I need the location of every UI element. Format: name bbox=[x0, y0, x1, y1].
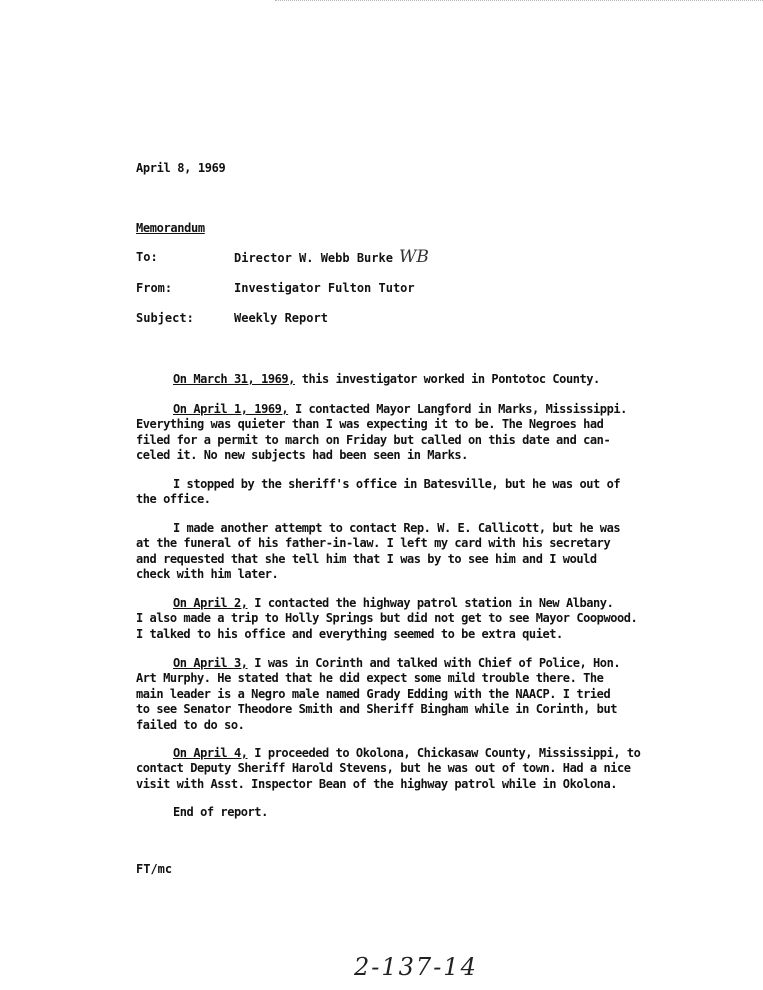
paragraph-date-lead: On April 2, bbox=[173, 596, 248, 610]
paragraph-april-4 bbox=[136, 746, 696, 792]
paragraph-text: I made another attempt to contact Rep. W. E. Callicott, but he was at the funeral of his father-in-law. I left my card with his secretary and requested that she tell him that I was by to see him and I would check with him later. bbox=[136, 521, 621, 582]
paragraph-text: I proceeded to Okolona, Chickasaw County, Mississippi, to contact Deputy Sheriff Harold Stevens, but he was out of town. Had a nice visit with Asst. Inspector Bean of the highway patrol while in Okolona. bbox=[136, 746, 641, 791]
from-label: From: bbox=[136, 281, 173, 295]
paragraph-date-lead: On April 3, bbox=[173, 656, 248, 670]
subject-label: Subject: bbox=[136, 311, 194, 325]
paragraph-date-lead: On April 4, bbox=[173, 746, 248, 760]
paragraph-text: End of report. bbox=[173, 805, 268, 819]
paragraph-text: this investigator worked in Pontotoc County. bbox=[294, 372, 600, 386]
typist-initials: FT/mc bbox=[136, 862, 173, 876]
to-value bbox=[234, 247, 429, 267]
paragraph-text: I contacted Mayor Langford in Marks, Mississippi. Everything was quieter than I was expecting it to be. The Negroes had filed for a permit to march on Friday but called on this date and can- celed it. No new subjects had been seen in Marks. bbox=[136, 402, 627, 463]
from-value: Investigator Fulton Tutor bbox=[234, 281, 415, 295]
to-recipient: Director W. Webb Burke bbox=[234, 251, 393, 265]
to-label: To: bbox=[136, 250, 158, 264]
paragraph-end bbox=[136, 805, 696, 820]
paragraph-april-3 bbox=[136, 656, 696, 733]
memo-heading: Memorandum bbox=[136, 221, 205, 235]
memo-date: April 8, 1969 bbox=[136, 161, 226, 175]
paragraph-april-1 bbox=[136, 402, 696, 464]
handwritten-initials: WB bbox=[398, 247, 429, 267]
paragraph-date-lead: On April 1, 1969, bbox=[173, 402, 289, 416]
paragraph-text: I contacted the highway patrol station in New Albany. I also made a trip to Holly Springs but did not get to see Mayor Coopwood. I talked to his office and everything seemed to be extra quiet. bbox=[136, 596, 638, 641]
paragraph-text: I was in Corinth and talked with Chief of Police, Hon. Art Murphy. He stated that he did expect some mild trouble there. The main leader is a Negro male named Grady Edding with the NAACP. I tried to see Senator Theodore Smith and Sheriff Bingham while in Corinth, but failed to do so. bbox=[136, 656, 621, 732]
paragraph-callicott bbox=[136, 521, 696, 583]
paragraph-date-lead: On March 31, 1969, bbox=[173, 372, 295, 386]
paragraph-april-2 bbox=[136, 596, 696, 642]
handwritten-file-number: 2-137-14 bbox=[354, 953, 478, 981]
paragraph-march-31 bbox=[136, 372, 696, 387]
scan-edge-dots bbox=[275, 0, 763, 3]
paragraph-batesville bbox=[136, 477, 696, 508]
paragraph-text: I stopped by the sheriff's office in Batesville, but he was out of the office. bbox=[136, 477, 621, 507]
subject-value: Weekly Report bbox=[234, 311, 328, 325]
